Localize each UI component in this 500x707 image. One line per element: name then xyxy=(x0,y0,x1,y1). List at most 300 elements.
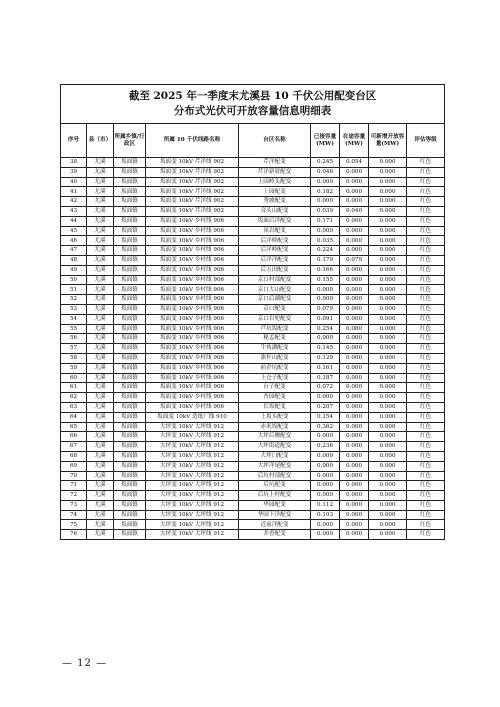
cell-new-capacity: 0.000 xyxy=(369,255,407,265)
cell-area: 上园岭头配变 xyxy=(239,177,311,187)
cell-index: 51 xyxy=(61,285,87,295)
cell-index: 54 xyxy=(61,314,87,324)
cell-line: 坂面变 10kV 乡村线 906 xyxy=(146,314,239,324)
cell-area: 凤岩配变 xyxy=(239,226,311,236)
cell-connected: 0.145 xyxy=(311,344,340,354)
cell-new-capacity: 0.000 xyxy=(369,206,407,216)
header-county: 县（市） xyxy=(87,124,114,158)
cell-level: 红色 xyxy=(407,304,445,314)
cell-level: 红色 xyxy=(407,295,445,305)
cell-new-capacity: 0.000 xyxy=(369,246,407,256)
cell-area: 秘孟配变 xyxy=(239,334,311,344)
cell-level: 红色 xyxy=(407,314,445,324)
table-row xyxy=(61,285,445,295)
cell-in-progress: 0.000 xyxy=(340,167,369,177)
cell-county: 尤溪 xyxy=(87,402,114,412)
cell-town: 坂面镇 xyxy=(114,373,146,383)
title-row xyxy=(61,85,445,124)
cell-line: 坂面变 10kV 乡村线 906 xyxy=(146,226,239,236)
cell-line: 坂面变 10kV 乡村线 906 xyxy=(146,353,239,363)
cell-level: 红色 xyxy=(407,353,445,363)
cell-line: 坂面变 10kV 乡村线 906 xyxy=(146,246,239,256)
cell-in-progress: 0.000 xyxy=(340,177,369,187)
table-row xyxy=(61,236,445,246)
cell-county: 尤溪 xyxy=(87,236,114,246)
cell-index: 49 xyxy=(61,265,87,275)
cell-line: 坂面变 10kV 乡村线 906 xyxy=(146,363,239,373)
cell-area: 上园配变 xyxy=(239,187,311,197)
cell-new-capacity: 0.000 xyxy=(369,393,407,403)
cell-area: 大坪口配变 xyxy=(239,451,311,461)
cell-level: 红色 xyxy=(407,393,445,403)
cell-area: 京口岩兜配变 xyxy=(239,314,311,324)
cell-in-progress: 0.000 xyxy=(340,314,369,324)
cell-new-capacity: 0.000 xyxy=(369,216,407,226)
cell-connected: 0.000 xyxy=(311,285,340,295)
table-row xyxy=(61,451,445,461)
page-number: — 12 — xyxy=(62,658,108,669)
cell-new-capacity: 0.000 xyxy=(369,158,407,168)
cell-connected: 0.046 xyxy=(311,167,340,177)
table-row xyxy=(61,158,445,168)
cell-index: 57 xyxy=(61,344,87,354)
cell-area: 大坪街道配变 xyxy=(239,442,311,452)
table-row xyxy=(61,510,445,520)
cell-level: 红色 xyxy=(407,510,445,520)
cell-line: 坂面变 10kV 乡村线 906 xyxy=(146,295,239,305)
cell-index: 50 xyxy=(61,275,87,285)
cell-connected: 0.000 xyxy=(311,451,340,461)
header-connected: 已接容量(MW) xyxy=(311,124,340,158)
cell-new-capacity: 0.000 xyxy=(369,295,407,305)
cell-area: 后坑配变 xyxy=(239,481,311,491)
cell-line: 坂面变 10kV 乡村线 906 xyxy=(146,344,239,354)
cell-town: 坂面镇 xyxy=(114,216,146,226)
cell-in-progress: 0.000 xyxy=(340,432,369,442)
cell-connected: 0.000 xyxy=(311,530,340,540)
cell-level: 红色 xyxy=(407,158,445,168)
cell-index: 53 xyxy=(61,304,87,314)
cell-in-progress: 0.000 xyxy=(340,353,369,363)
cell-level: 红色 xyxy=(407,246,445,256)
cell-line: 坂面变 10kV 乡村线 906 xyxy=(146,275,239,285)
cell-level: 红色 xyxy=(407,177,445,187)
cell-area: 京口配变 xyxy=(239,304,311,314)
cell-town: 坂面镇 xyxy=(114,491,146,501)
cell-town: 坂面镇 xyxy=(114,285,146,295)
cell-connected: 0.182 xyxy=(311,187,340,197)
cell-connected: 0.000 xyxy=(311,226,340,236)
cell-index: 44 xyxy=(61,216,87,226)
cell-area: 后洋岭配变 xyxy=(239,246,311,256)
cell-area: 赤米坂配变 xyxy=(239,422,311,432)
table-row xyxy=(61,363,445,373)
cell-new-capacity: 0.000 xyxy=(369,324,407,334)
table-row xyxy=(61,461,445,471)
cell-in-progress: 0.000 xyxy=(340,491,369,501)
cell-town: 坂面镇 xyxy=(114,432,146,442)
cell-index: 61 xyxy=(61,383,87,393)
cell-area: 大坪后侧配变 xyxy=(239,432,311,442)
cell-county: 尤溪 xyxy=(87,363,114,373)
cell-area: 后五田配变 xyxy=(239,265,311,275)
cell-in-progress: 0.000 xyxy=(340,412,369,422)
cell-line: 坂面变 10kV 芹洋线 902 xyxy=(146,158,239,168)
cell-level: 红色 xyxy=(407,402,445,412)
cell-town: 坂面镇 xyxy=(114,451,146,461)
cell-level: 红色 xyxy=(407,265,445,275)
cell-county: 尤溪 xyxy=(87,491,114,501)
cell-in-progress: 0.000 xyxy=(340,285,369,295)
cell-town: 坂面镇 xyxy=(114,471,146,481)
cell-county: 尤溪 xyxy=(87,206,114,216)
cell-level: 红色 xyxy=(407,167,445,177)
cell-new-capacity: 0.000 xyxy=(369,422,407,432)
table-row xyxy=(61,295,445,305)
cell-index: 47 xyxy=(61,246,87,256)
cell-index: 64 xyxy=(61,412,87,422)
cell-area: 京口后湖配变 xyxy=(239,295,311,305)
title-line-1: 截至 2025 年一季度末尤溪县 10 千伏公用配变台区 xyxy=(128,90,377,102)
cell-level: 红色 xyxy=(407,530,445,540)
cell-county: 尤溪 xyxy=(87,510,114,520)
table-row xyxy=(61,442,445,452)
cell-town: 坂面镇 xyxy=(114,167,146,177)
cell-area: 旗杆山配变 xyxy=(239,353,311,363)
header-line: 所属 10 千伏线路名称 xyxy=(146,124,239,158)
table-row xyxy=(61,432,445,442)
cell-level: 红色 xyxy=(407,334,445,344)
cell-area: 芹洋新厝配变 xyxy=(239,167,311,177)
cell-new-capacity: 0.000 xyxy=(369,344,407,354)
cell-line: 坂面变 10kV 乡村线 906 xyxy=(146,383,239,393)
table-row xyxy=(61,393,445,403)
cell-line: 大坪变 10kV 大坪线 912 xyxy=(146,491,239,501)
cell-town: 坂面镇 xyxy=(114,500,146,510)
cell-county: 尤溪 xyxy=(87,167,114,177)
table-row xyxy=(61,344,445,354)
cell-town: 坂面镇 xyxy=(114,412,146,422)
cell-index: 56 xyxy=(61,334,87,344)
cell-line: 大坪变 10kV 大坪线 912 xyxy=(146,481,239,491)
cell-county: 尤溪 xyxy=(87,295,114,305)
cell-level: 红色 xyxy=(407,363,445,373)
cell-county: 尤溪 xyxy=(87,265,114,275)
cell-county: 尤溪 xyxy=(87,471,114,481)
cell-in-progress: 0.079 xyxy=(340,255,369,265)
cell-area: 秀坡配变 xyxy=(239,197,311,207)
cell-area: 芹洋配变 xyxy=(239,158,311,168)
cell-county: 尤溪 xyxy=(87,216,114,226)
cell-town: 坂面镇 xyxy=(114,206,146,216)
cell-level: 红色 xyxy=(407,324,445,334)
cell-area: 大坪洋尾配变 xyxy=(239,461,311,471)
cell-new-capacity: 0.000 xyxy=(369,363,407,373)
cell-area: 长坂配变 xyxy=(239,402,311,412)
cell-connected: 0.362 xyxy=(311,422,340,432)
cell-county: 尤溪 xyxy=(87,393,114,403)
cell-in-progress: 0.000 xyxy=(340,187,369,197)
cell-index: 74 xyxy=(61,510,87,520)
cell-new-capacity: 0.000 xyxy=(369,226,407,236)
cell-in-progress: 0.000 xyxy=(340,481,369,491)
cell-connected: 0.166 xyxy=(311,265,340,275)
cell-county: 尤溪 xyxy=(87,314,114,324)
cell-level: 红色 xyxy=(407,197,445,207)
cell-in-progress: 0.000 xyxy=(340,402,369,412)
cell-line: 坂面变 10kV 乡村线 906 xyxy=(146,324,239,334)
cell-town: 坂面镇 xyxy=(114,324,146,334)
cell-index: 75 xyxy=(61,520,87,530)
cell-county: 尤溪 xyxy=(87,255,114,265)
cell-county: 尤溪 xyxy=(87,197,114,207)
cell-connected: 0.000 xyxy=(311,177,340,187)
cell-index: 76 xyxy=(61,530,87,540)
cell-area: 芦坑坂配变 xyxy=(239,324,311,334)
cell-town: 坂面镇 xyxy=(114,255,146,265)
cell-town: 坂面镇 xyxy=(114,510,146,520)
cell-new-capacity: 0.000 xyxy=(369,304,407,314)
cell-new-capacity: 0.000 xyxy=(369,442,407,452)
cell-town: 坂面镇 xyxy=(114,363,146,373)
cell-town: 坂面镇 xyxy=(114,383,146,393)
cell-index: 65 xyxy=(61,422,87,432)
cell-new-capacity: 0.000 xyxy=(369,177,407,187)
header-index: 序号 xyxy=(61,124,87,158)
cell-index: 38 xyxy=(61,158,87,168)
cell-new-capacity: 0.000 xyxy=(369,236,407,246)
cell-new-capacity: 0.000 xyxy=(369,402,407,412)
cell-connected: 0.000 xyxy=(311,461,340,471)
cell-level: 红色 xyxy=(407,373,445,383)
cell-town: 坂面镇 xyxy=(114,265,146,275)
cell-town: 坂面镇 xyxy=(114,520,146,530)
cell-line: 坂面变 10kV 芹洋线 902 xyxy=(146,206,239,216)
table-row xyxy=(61,353,445,363)
cell-index: 40 xyxy=(61,177,87,187)
cell-area: 坂面后洋配变 xyxy=(239,216,311,226)
cell-new-capacity: 0.000 xyxy=(369,334,407,344)
table-row xyxy=(61,304,445,314)
cell-in-progress: 0.000 xyxy=(340,226,369,236)
cell-index: 52 xyxy=(61,295,87,305)
cell-connected: 0.154 xyxy=(311,412,340,422)
table-row xyxy=(61,197,445,207)
cell-in-progress: 0.000 xyxy=(340,363,369,373)
cell-county: 尤溪 xyxy=(87,226,114,236)
cell-county: 尤溪 xyxy=(87,246,114,256)
cell-in-progress: 0.000 xyxy=(340,295,369,305)
cell-area: 京口村部配变 xyxy=(239,275,311,285)
cell-connected: 0.207 xyxy=(311,402,340,412)
cell-in-progress: 0.000 xyxy=(340,246,369,256)
cell-index: 58 xyxy=(61,353,87,363)
header-in-progress: 在途容量(MW) xyxy=(340,124,369,158)
cell-level: 红色 xyxy=(407,491,445,501)
cell-line: 大坪变 10kV 大坪线 912 xyxy=(146,432,239,442)
cell-in-progress: 0.000 xyxy=(340,236,369,246)
cell-index: 69 xyxy=(61,461,87,471)
cell-in-progress: 0.000 xyxy=(340,344,369,354)
cell-in-progress: 0.000 xyxy=(340,451,369,461)
cell-line: 大坪变 10kV 大坪线 912 xyxy=(146,530,239,540)
cell-connected: 0.155 xyxy=(311,275,340,285)
cell-new-capacity: 0.000 xyxy=(369,373,407,383)
cell-in-progress: 0.000 xyxy=(340,442,369,452)
cell-index: 43 xyxy=(61,206,87,216)
cell-area: 牛角湖配变 xyxy=(239,344,311,354)
cell-index: 72 xyxy=(61,491,87,501)
cell-county: 尤溪 xyxy=(87,530,114,540)
cell-index: 62 xyxy=(61,393,87,403)
cell-level: 红色 xyxy=(407,206,445,216)
cell-line: 坂面变 10kV 乡村线 906 xyxy=(146,334,239,344)
cell-in-progress: 0.000 xyxy=(340,383,369,393)
cell-new-capacity: 0.000 xyxy=(369,353,407,363)
cell-line: 坂面变 10kV 乡村线 906 xyxy=(146,304,239,314)
cell-line: 坂面变 10kV 乡村线 906 xyxy=(146,265,239,275)
cell-area: 华园配变 xyxy=(239,500,311,510)
cell-in-progress: 0.000 xyxy=(340,422,369,432)
cell-area: 后坑上村配变 xyxy=(239,491,311,501)
cell-connected: 0.000 xyxy=(311,481,340,491)
cell-new-capacity: 0.000 xyxy=(369,530,407,540)
cell-in-progress: 0.000 xyxy=(340,393,369,403)
cell-level: 红色 xyxy=(407,500,445,510)
cell-connected: 0.000 xyxy=(311,520,340,530)
cell-area: 近前洋配变 xyxy=(239,520,311,530)
cell-line: 坂面变 10kV 乡村线 906 xyxy=(146,373,239,383)
table-row xyxy=(61,324,445,334)
cell-index: 63 xyxy=(61,402,87,412)
cell-in-progress: 0.000 xyxy=(340,197,369,207)
table-row xyxy=(61,412,445,422)
cell-in-progress: 0.000 xyxy=(340,275,369,285)
cell-level: 红色 xyxy=(407,187,445,197)
cell-connected: 0.112 xyxy=(311,500,340,510)
cell-area: 台子配变 xyxy=(239,383,311,393)
cell-level: 红色 xyxy=(407,442,445,452)
table-row xyxy=(61,314,445,324)
cell-connected: 0.091 xyxy=(311,314,340,324)
cell-index: 73 xyxy=(61,500,87,510)
cell-level: 红色 xyxy=(407,412,445,422)
cell-town: 坂面镇 xyxy=(114,295,146,305)
cell-new-capacity: 0.000 xyxy=(369,491,407,501)
table-row xyxy=(61,275,445,285)
table-row xyxy=(61,255,445,265)
cell-connected: 0.000 xyxy=(311,432,340,442)
cell-connected: 0.000 xyxy=(311,471,340,481)
cell-in-progress: 0.000 xyxy=(340,373,369,383)
cell-index: 60 xyxy=(61,373,87,383)
cell-new-capacity: 0.000 xyxy=(369,383,407,393)
cell-connected: 0.187 xyxy=(311,373,340,383)
cell-town: 坂面镇 xyxy=(114,226,146,236)
cell-line: 大坪变 10kV 大坪线 912 xyxy=(146,500,239,510)
cell-line: 坂面变 10kV 芹洋线 902 xyxy=(146,197,239,207)
cell-town: 坂面镇 xyxy=(114,158,146,168)
cell-connected: 0.079 xyxy=(311,304,340,314)
cell-town: 坂面镇 xyxy=(114,236,146,246)
cell-level: 红色 xyxy=(407,422,445,432)
cell-connected: 0.254 xyxy=(311,324,340,334)
cell-town: 坂面镇 xyxy=(114,275,146,285)
cell-connected: 0.129 xyxy=(311,353,340,363)
header-new-capacity: 可新增开放容量(MW) xyxy=(369,124,407,158)
cell-index: 39 xyxy=(61,167,87,177)
cell-index: 66 xyxy=(61,432,87,442)
cell-in-progress: 0.080 xyxy=(340,324,369,334)
cell-line: 大坪变 10kV 大坪线 912 xyxy=(146,520,239,530)
cell-county: 尤溪 xyxy=(87,500,114,510)
cell-area: 上仓子配变 xyxy=(239,373,311,383)
cell-in-progress: 0.000 xyxy=(340,510,369,520)
cell-level: 红色 xyxy=(407,344,445,354)
cell-town: 坂面镇 xyxy=(114,334,146,344)
cell-index: 71 xyxy=(61,481,87,491)
cell-line: 坂面变 10kV 乡村线 906 xyxy=(146,402,239,412)
cell-county: 尤溪 xyxy=(87,158,114,168)
cell-index: 46 xyxy=(61,236,87,246)
cell-town: 坂面镇 xyxy=(114,187,146,197)
cell-in-progress: 0.000 xyxy=(340,471,369,481)
header-town: 所属乡镇/行政区 xyxy=(114,124,146,158)
cell-area: 前企坑配变 xyxy=(239,363,311,373)
cell-area: 后坑村部配变 xyxy=(239,471,311,481)
header-row xyxy=(61,124,445,158)
cell-index: 55 xyxy=(61,324,87,334)
cell-connected: 0.035 xyxy=(311,236,340,246)
cell-town: 坂面镇 xyxy=(114,314,146,324)
cell-line: 坂面变 10kV 芹洋线 902 xyxy=(146,187,239,197)
table-row xyxy=(61,383,445,393)
cell-town: 坂面镇 xyxy=(114,442,146,452)
cell-in-progress: 0.000 xyxy=(340,304,369,314)
cell-area: 杏园配变 xyxy=(239,393,311,403)
cell-county: 尤溪 xyxy=(87,412,114,422)
table-row xyxy=(61,422,445,432)
cell-in-progress: 0.000 xyxy=(340,520,369,530)
cell-new-capacity: 0.000 xyxy=(369,412,407,422)
table-row xyxy=(61,402,445,412)
cell-county: 尤溪 xyxy=(87,187,114,197)
table-row xyxy=(61,500,445,510)
cell-county: 尤溪 xyxy=(87,422,114,432)
cell-town: 坂面镇 xyxy=(114,461,146,471)
cell-county: 尤溪 xyxy=(87,324,114,334)
cell-line: 大坪变 10kV 大坪线 912 xyxy=(146,510,239,520)
cell-index: 48 xyxy=(61,255,87,265)
cell-new-capacity: 0.000 xyxy=(369,285,407,295)
cell-area: 华园下洋配变 xyxy=(239,510,311,520)
cell-line: 坂面变 10kV 乡村线 906 xyxy=(146,285,239,295)
cell-new-capacity: 0.000 xyxy=(369,432,407,442)
cell-line: 大坪变 10kV 大坪线 912 xyxy=(146,442,239,452)
cell-town: 坂面镇 xyxy=(114,393,146,403)
table-row xyxy=(61,530,445,540)
cell-new-capacity: 0.000 xyxy=(369,167,407,177)
table-row xyxy=(61,265,445,275)
title-line-2: 分布式光伏可开放容量信息明细表 xyxy=(173,105,332,117)
cell-level: 红色 xyxy=(407,461,445,471)
table-row xyxy=(61,334,445,344)
cell-new-capacity: 0.000 xyxy=(369,461,407,471)
table-row xyxy=(61,206,445,216)
cell-level: 红色 xyxy=(407,451,445,461)
cell-line: 大坪变 10kV 大坪线 912 xyxy=(146,461,239,471)
cell-connected: 0.000 xyxy=(311,491,340,501)
